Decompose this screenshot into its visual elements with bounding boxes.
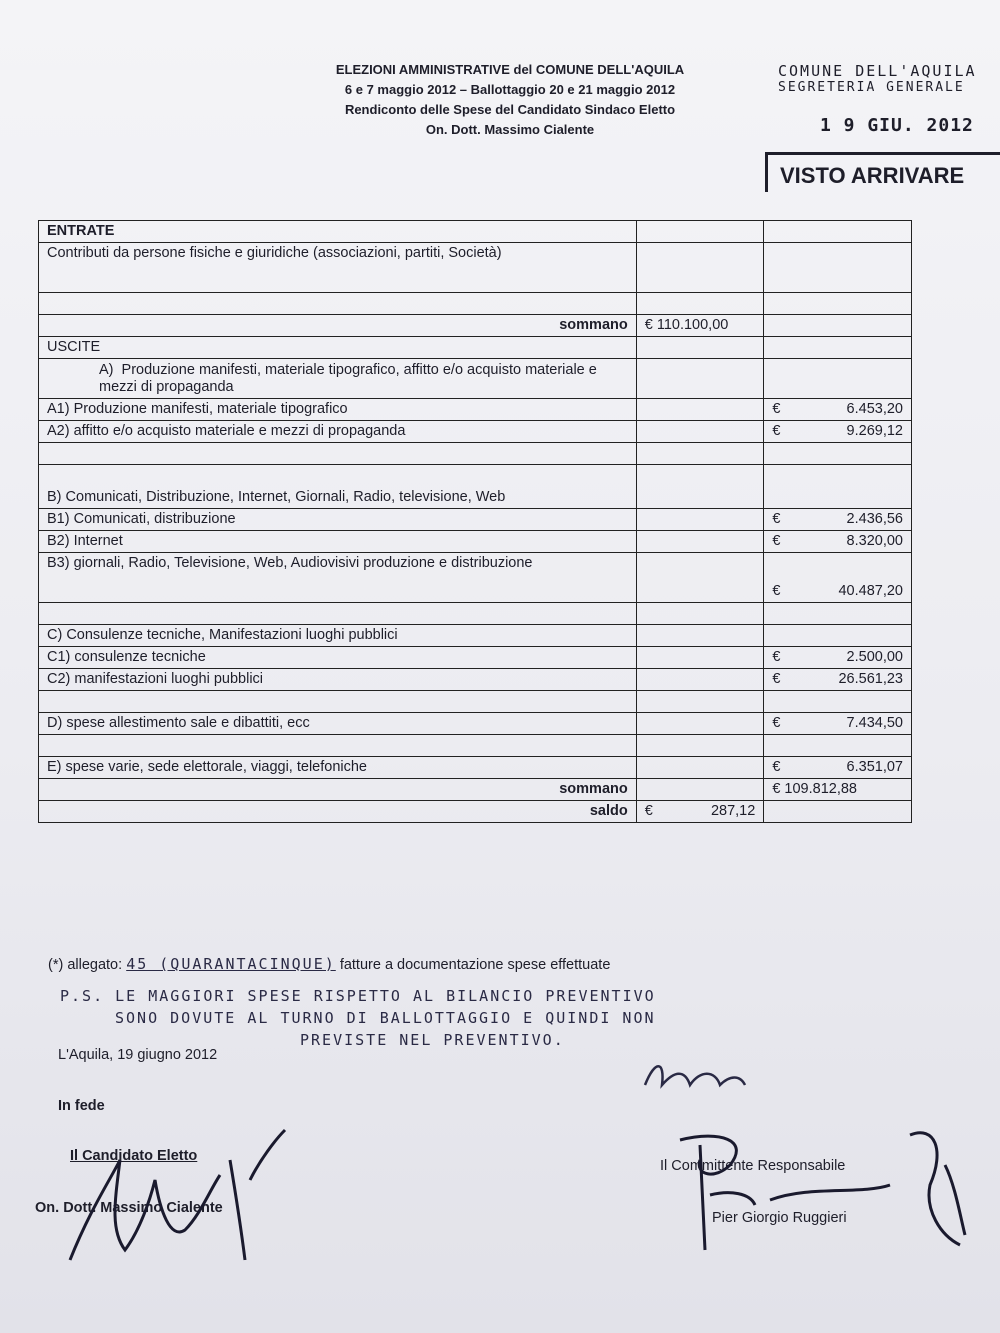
stamp-date: 1 9 GIU. 2012 xyxy=(820,115,974,136)
entrate-heading: ENTRATE xyxy=(39,221,637,243)
section-c-title: C) Consulenze tecniche, Manifestazioni luoghi pubblici xyxy=(39,625,637,647)
c2-label: C2) manifestazioni luoghi pubblici xyxy=(39,669,637,691)
table-row xyxy=(39,801,912,823)
section-a-title: A) Produzione manifesti, materiale tipografico, affitto e/o acquisto materiale e mezzi di propaganda xyxy=(39,359,637,399)
election-title: ELEZIONI AMMINISTRATIVE del COMUNE DELL'AQUILA xyxy=(335,62,685,77)
table-row xyxy=(39,553,912,603)
d-amount: 7.434,50 xyxy=(846,715,903,731)
c2-amount: 26.561,23 xyxy=(838,671,903,687)
allegato-prefix: (*) allegato: xyxy=(48,957,123,973)
a1-amount: 6.453,20 xyxy=(846,401,903,417)
allegato-suffix: fatture a documentazione spese effettuate xyxy=(339,957,611,973)
section-b-title: B) Comunicati, Distribuzione, Internet, Giornali, Radio, televisione, Web xyxy=(39,465,637,509)
c1-label: C1) consulenze tecniche xyxy=(39,647,637,669)
table-row xyxy=(39,337,912,359)
ps-line-3: PREVISTE NEL PREVENTIVO. xyxy=(300,1031,565,1049)
b3-label: B3) giornali, Radio, Televisione, Web, Audiovisivi produzione e distribuzione xyxy=(39,553,637,603)
currency-symbol: € xyxy=(772,533,781,549)
a2-amount: 9.269,12 xyxy=(846,423,903,439)
currency-symbol: € xyxy=(772,649,781,665)
candidate-heading-name: On. Dott. Massimo Cialente xyxy=(425,122,595,137)
entrate-sommano-value: € 110.100,00 xyxy=(636,315,764,337)
stamp-label: VISTO ARRIVARE xyxy=(765,152,1000,192)
currency-symbol: € xyxy=(772,715,781,731)
report-subtitle: Rendiconto delle Spese del Candidato Sindaco Eletto xyxy=(344,102,676,117)
b2-amount: 8.320,00 xyxy=(846,533,903,549)
committente-name: Pier Giorgio Ruggieri xyxy=(712,1210,847,1226)
table-row xyxy=(39,625,912,647)
currency-symbol: € xyxy=(772,401,781,417)
table-row xyxy=(39,713,912,735)
uscite-sommano-value: € 109.812,88 xyxy=(764,779,912,801)
table-row xyxy=(39,779,912,801)
b2-label: B2) Internet xyxy=(39,531,637,553)
currency-symbol: € xyxy=(772,423,781,439)
ps-line-2: SONO DOVUTE AL TURNO DI BALLOTTAGGIO E QUINDI NON xyxy=(115,1009,656,1027)
uscite-sommano-label: sommano xyxy=(39,779,637,801)
committente-role: Il Committente Responsabile xyxy=(660,1158,846,1174)
candidate-role: Il Candidato Eletto xyxy=(70,1148,198,1164)
table-row xyxy=(39,691,912,713)
b1-label: B1) Comunicati, distribuzione xyxy=(39,509,637,531)
a1-label: A1) Produzione manifesti, materiale tipografico xyxy=(39,399,637,421)
table-row xyxy=(39,757,912,779)
stamp-municipality: COMUNE DELL'AQUILA xyxy=(778,62,977,80)
place-and-date: L'Aquila, 19 giugno 2012 xyxy=(58,1047,218,1063)
received-stamp xyxy=(760,60,1000,200)
table-row xyxy=(39,465,912,509)
b1-amount: 2.436,56 xyxy=(846,511,903,527)
table-row xyxy=(39,735,912,757)
a2-label: A2) affitto e/o acquisto materiale e mezzi di propaganda xyxy=(39,421,637,443)
ps-line-1: P.S. LE MAGGIORI SPESE RISPETTO AL BILANCIO PREVENTIVO xyxy=(60,987,656,1005)
d-label: D) spese allestimento sale e dibattiti, ecc xyxy=(39,713,637,735)
table-row xyxy=(39,603,912,625)
uscite-heading: USCITE xyxy=(39,337,637,359)
table-row xyxy=(39,443,912,465)
c1-amount: 2.500,00 xyxy=(846,649,903,665)
currency-symbol: € xyxy=(772,671,781,687)
document-header xyxy=(250,60,770,140)
contributi-label: Contributi da persone fisiche e giuridiche (associazioni, partiti, Società) xyxy=(39,243,637,293)
table-row xyxy=(39,315,912,337)
handwritten-postscript xyxy=(60,985,656,1051)
table-row xyxy=(39,647,912,669)
table-row xyxy=(39,293,912,315)
table-row xyxy=(39,531,912,553)
e-amount: 6.351,07 xyxy=(846,759,903,775)
entrate-sommano-label: sommano xyxy=(39,315,637,337)
expense-report-table xyxy=(38,220,912,823)
table-row xyxy=(39,669,912,691)
currency-symbol: € xyxy=(772,759,781,775)
table-row xyxy=(39,399,912,421)
e-label: E) spese varie, sede elettorale, viaggi, telefoniche xyxy=(39,757,637,779)
table-row xyxy=(39,221,912,243)
currency-symbol: € xyxy=(644,803,653,819)
committente-signature xyxy=(660,1125,980,1265)
table-row xyxy=(39,421,912,443)
in-fede-label: In fede xyxy=(58,1098,105,1114)
table-row xyxy=(39,243,912,293)
allegato-handwritten-count: 45 (QUARANTACINQUE) xyxy=(126,955,336,973)
allegato-note xyxy=(48,955,610,973)
saldo-label: saldo xyxy=(39,801,637,823)
b3-amount: 40.487,20 xyxy=(838,583,903,599)
table-row xyxy=(39,509,912,531)
currency-symbol: € xyxy=(772,511,781,527)
initials-scribble xyxy=(640,1055,750,1095)
candidate-name: On. Dott. Massimo Cialente xyxy=(35,1200,223,1216)
saldo-value: 287,12 xyxy=(710,803,756,819)
election-dates: 6 e 7 maggio 2012 – Ballottaggio 20 e 21 maggio 2012 xyxy=(344,82,676,97)
currency-symbol: € xyxy=(772,583,781,599)
candidate-signature xyxy=(60,1120,300,1270)
stamp-office: SEGRETERIA GENERALE xyxy=(778,80,965,95)
table-row xyxy=(39,359,912,399)
